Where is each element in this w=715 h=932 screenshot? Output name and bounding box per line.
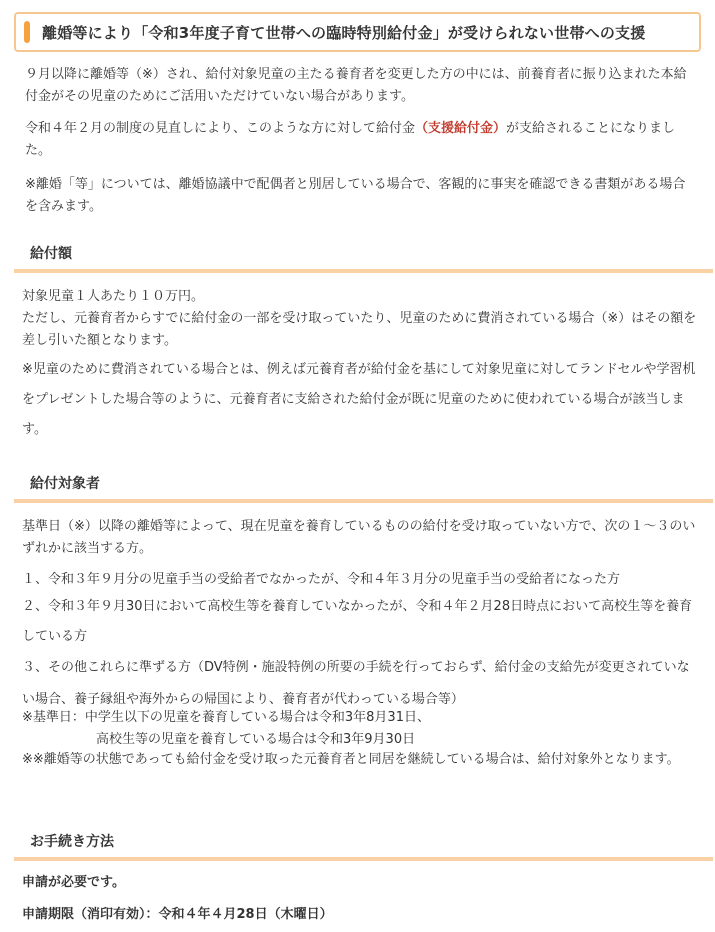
basis-line-1: ※基準日：中学生以下の児童を養育している場合は令和3年8月31日、 xyxy=(22,710,430,725)
section-heading-eligible-label: 給付対象者 xyxy=(30,476,100,492)
section-heading-procedure xyxy=(14,827,713,861)
section-heading-amount-label: 給付額 xyxy=(30,246,72,262)
eligible-intro: 基準日（※）以降の離婚等によって、現在児童を養育しているものの給付を受け取っていない方で、次の１～３のいずれかに該当する方。 xyxy=(22,519,696,556)
intro-p2-after: が支給されることになりました。 xyxy=(25,121,676,158)
eligible-list xyxy=(22,568,702,716)
section-heading-eligible xyxy=(14,469,713,503)
page-title: 離婚等により「令和3年度子育て世帯への臨時特別給付金」が受けられない世帯への支援 xyxy=(42,24,646,42)
amount-content xyxy=(22,286,702,352)
intro-p2-before: 令和４年２月の制度の見直しにより、このような方に対して給付金 xyxy=(25,121,416,136)
amount-line-2: ただし、元養育者からすでに給付金の一部を受け取っていたり、児童のために費消されている場合（※）はその額を差し引いた額となります。 xyxy=(22,311,697,348)
section-heading-procedure-label: お手続き方法 xyxy=(30,834,114,850)
eligible-item-3: ３、その他これらに準ずる方（DV特例・施設特例の所要の手続を行っておらず、給付金の支給先が変更されていない場合、養子縁組や海外からの帰国により、養育者が代わっている場合等） xyxy=(22,660,690,707)
eligible-item-2: ２、令和３年９月30日において高校生等を養育していなかったが、令和４年２月28日時点において高校生等を養育している方 xyxy=(22,599,693,644)
basis-line-2: 高校生等の児童を養育している場合は令和3年9月30日 xyxy=(96,732,416,747)
support-benefit-highlight: （支援給付金） xyxy=(415,121,507,136)
amount-note: ※児童のために費消されている場合とは、例えば元養育者が給付金を基にして対象児童に対してランドセルや学習机をプレゼントした場合等のように、元養育者に支給された給付金が既に児童のために使われている場合が該当します。 xyxy=(22,362,696,437)
eligible-note: ※※離婚等の状態であっても給付金を受け取った元養育者と同居を継続している場合は、給付対象外となります。 xyxy=(22,752,680,767)
intro-paragraph-2 xyxy=(25,118,693,162)
eligible-item-1: １、令和３年９月分の児童手当の受給者でなかったが、令和４年３月分の児童手当の受給者になった方 xyxy=(22,572,621,587)
title-accent-bar xyxy=(24,21,30,43)
procedure-line-2: 申請期限（消印有効）：令和４年４月28日（木曜日） xyxy=(22,907,333,922)
section-heading-amount xyxy=(14,239,713,273)
title-box xyxy=(14,12,701,52)
procedure-line-1: 申請が必要です。 xyxy=(22,875,125,890)
intro-paragraph-3: ※離婚「等」については、離婚協議中で配偶者と別居している場合で、客観的に事実を確認できる書類がある場合を含みます。 xyxy=(25,177,686,214)
intro-paragraph-1: ９月以降に離婚等（※）され、給付対象児童の主たる養育者を変更した方の中には、前養育者に振り込まれた本給付金がその児童のためにご活用いただけていない場合があります。 xyxy=(25,67,687,104)
amount-line-1: 対象児童１人あたり１０万円。 xyxy=(22,289,205,304)
